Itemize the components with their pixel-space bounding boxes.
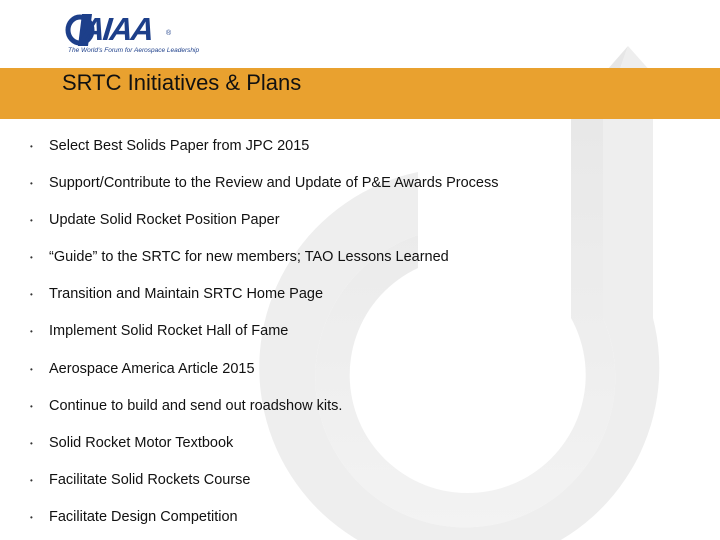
bullet-icon: • (30, 402, 33, 411)
aiaa-logo-tagline: The World's Forum for Aerospace Leadership (68, 47, 200, 54)
bullet-text: Solid Rocket Motor Textbook (49, 435, 234, 451)
bullet-text: Continue to build and send out roadshow kits. (49, 398, 343, 414)
slide-title: SRTC Initiatives & Plans (62, 70, 302, 95)
bullet-icon: • (30, 290, 33, 299)
bullet-icon: • (30, 142, 33, 151)
bullet-text: Update Solid Rocket Position Paper (49, 212, 280, 228)
bullet-icon: • (30, 513, 33, 522)
bullet-icon: • (30, 439, 33, 448)
bullet-text: “Guide” to the SRTC for new members; TAO Lessons Learned (49, 249, 449, 265)
bullet-text: Aerospace America Article 2015 (49, 361, 255, 377)
bullet-icon: • (30, 327, 33, 336)
bullet-text: Select Best Solids Paper from JPC 2015 (49, 138, 310, 154)
bullet-icon: • (30, 365, 33, 374)
aiaa-logo-text: AIAA (80, 11, 155, 47)
bullet-text: Transition and Maintain SRTC Home Page (49, 286, 324, 302)
bullet-text: Facilitate Solid Rockets Course (49, 472, 251, 488)
bullet-icon: • (30, 179, 33, 188)
bullet-icon: • (30, 216, 33, 225)
bullet-text: Facilitate Design Competition (49, 509, 238, 525)
logo-trademark: ® (166, 30, 172, 37)
bullet-icon: • (30, 476, 33, 485)
bullet-icon: • (30, 253, 33, 262)
bullet-text: Implement Solid Rocket Hall of Fame (49, 323, 289, 339)
bullet-text: Support/Contribute to the Review and Update of P&E Awards Process (49, 175, 499, 191)
